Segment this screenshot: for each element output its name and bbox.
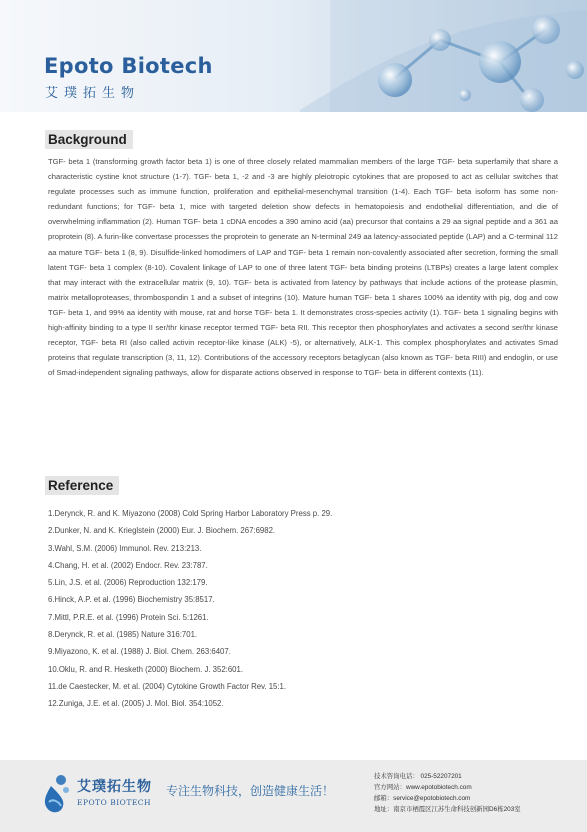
- reference-item: 1.Derynck, R. and K. Miyazono (2008) Cold Spring Harbor Laboratory Press p. 29.: [48, 509, 333, 518]
- contact-info: [374, 771, 584, 815]
- reference-heading: Reference: [45, 476, 119, 495]
- contact-phone: 技术咨询电话： 025-52207201: [374, 773, 462, 780]
- page-footer: [0, 760, 587, 832]
- contact-website[interactable]: 官方网站：www.epotobiotech.com: [374, 784, 472, 791]
- reference-item: 7.Mittl, P.R.E. et al. (1996) Protein Sci. 5:1261.: [48, 612, 209, 622]
- reference-item: 11.de Caestecker, M. et al. (2004) Cytokine Growth Factor Rev. 15:1.: [48, 681, 287, 691]
- reference-item: 5.Lin, J.S. et al. (2006) Reproduction 132:179.: [48, 578, 208, 588]
- contact-address: 地址：南京市栖霞区江苏生命科技创新园D6栋203室: [374, 806, 521, 813]
- reference-item: 6.Hinck, A.P. et al. (1996) Biochemistry 35:8517.: [48, 595, 215, 605]
- reference-item: 4.Chang, H. et al. (2002) Endocr. Rev. 23:787.: [48, 560, 208, 570]
- droplet-logo-icon: [41, 772, 75, 816]
- reference-item: 9.Miyazono, K. et al. (1988) J. Biol. Chem. 263:6407.: [48, 647, 231, 657]
- reference-item: 3.Wahl, S.M. (2006) Immunol. Rev. 213:213.: [48, 543, 202, 553]
- footer-slogan: 专注生物科技，创造健康生活！: [166, 784, 335, 798]
- reference-item: 12.Zuniga, J.E. et al. (2005) J. Mol. Biol. 354:1052.: [48, 699, 224, 709]
- footer-logo-en: EPOTO BIOTECH: [77, 798, 152, 807]
- footer-logo-cn: 艾璞拓生物: [77, 779, 152, 795]
- brand-name-en: Epoto Biotech: [44, 54, 213, 78]
- background-paragraph: TGF- beta 1 (transforming growth factor beta 1) is one of three closely related mammalian members of the large TGF- beta superfamily that share a characteristic cystine knot structure (1-7). TGF- beta 1, -2 and -3 are highly pleiotropic cytokines that are proposed to act as cellular switches that regulate processes such as immune function, proliferation and epithelial-mesenchymal transition (1-4). Each TGF- beta isoform has some non-redundant functions; for TGF- beta 1, mice with targeted deletion show defects in hematopoiesis and endothelial differentiation, and die of overwhelming inflammation (2). Human TGF- beta 1 cDNA encodes a 390 amino acid (aa) precursor that contains a 29 aa signal peptide and a 361 aa proprotein (8). A furin-like convertase processes the proprotein to generate an N-terminal 249 aa latency-associated peptide (LAP) and a C-terminal 112 aa mature TGF- beta 1 (8, 9). Disulfide-linked homodimers of LAP and TGF- beta 1 remain non-covalently associated after secretion, forming the small latent TGF- beta 1 complex (8-10). Covalent linkage of LAP to one of three latent TGF- beta binding proteins (LTBPs) creates a large latent complex that may interact with the extracellular matrix (9, 10). TGF- beta is activated from latency by pathways that include actions of the protease plasmin, matrix metalloproteases, thrombospondin 1 and a subset of integrins (10). Mature human TGF- beta 1 shares 100% aa identity with pig, dog and cow TGF- beta 1, and 99% aa identity with mouse, rat and horse TGF- beta 1. It demonstrates cross-species activity (1). TGF- beta 1 signaling begins with high-affinity binding to a type II ser/thr kinase receptor termed TGF- beta RII. This receptor then phosphorylates and activates a second ser/thr kinase receptor, TGF- beta RI (also called activin receptor-like kinase (ALK) -5), or alternatively, ALK-1. This complex phosphorylates and activates Smad proteins that regulate transcription (3, 11, 12). Contributions of the accessory receptors betaglycan (also known as TGF- beta RIII) and endoglin, or use of Smad-independent signaling pathways, allow for disparate actions observed in response to TGF- beta in different contexts (11).: [48, 157, 558, 378]
- reference-item: 10.Oklu, R. and R. Hesketh (2000) Biochem. J. 352:601.: [48, 664, 244, 674]
- page-header: [0, 0, 587, 112]
- reference-list: [48, 505, 548, 713]
- background-heading: Background: [45, 130, 133, 149]
- reference-item: 8.Derynck, R. et al. (1985) Nature 316:701.: [48, 630, 198, 640]
- brand-name-cn: 艾璞拓生物: [45, 86, 141, 101]
- reference-item: 2.Dunker, N. and K. Krieglstein (2000) Eur. J. Biochem. 267:6982.: [48, 526, 276, 536]
- contact-email[interactable]: 邮箱：service@epotobiotech.com: [374, 795, 471, 802]
